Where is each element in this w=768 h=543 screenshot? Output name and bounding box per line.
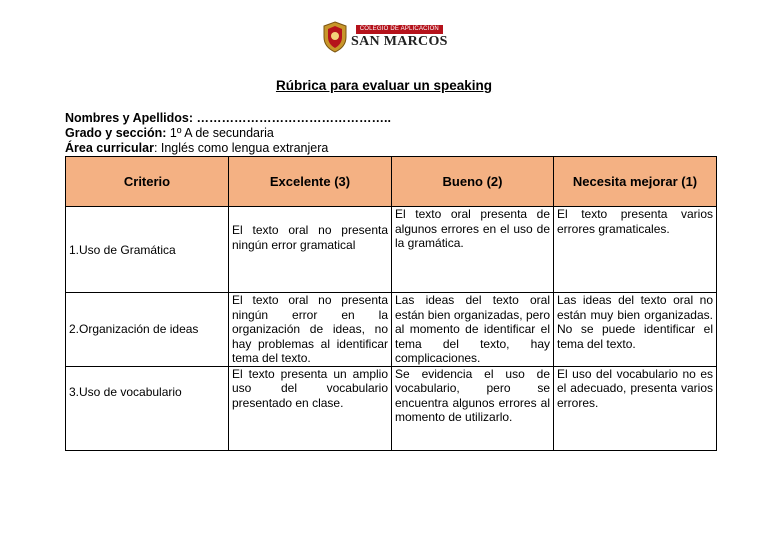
name-value: ……………………………………….. [196,111,391,125]
good-cell: El texto oral presenta de algunos errores en el uso de la gramática. [392,207,554,293]
student-info [65,111,391,156]
improve-cell: El texto presenta varios errores gramaticales. [554,207,717,293]
good-cell: Las ideas del texto oral están bien organizadas, pero al momento de identificar el tema del texto, hay complicaciones. [392,293,554,367]
table-header-row [66,157,717,207]
good-cell: Se evidencia el uso de vocabulario, pero se encuentra algunos errores al momento de utilizarlo. [392,366,554,450]
improve-cell: El uso del vocabulario no es el adecuado, presenta varios errores. [554,366,717,450]
criterion-cell: 3.Uso de vocabulario [66,366,229,450]
grade-value: 1º A de secundaria [169,126,274,140]
grade-label: Grado y sección: [65,126,167,140]
header-excelente: Excelente (3) [229,157,392,207]
school-logo [322,20,448,54]
excellent-cell: El texto oral no presenta ningún error en la organización de ideas, no hay problemas al identificar tema del texto. [229,293,392,367]
logo-subtitle: COLEGIO DE APLICACIÓN [356,25,443,34]
area-label: Área curricular [65,141,154,155]
table-row [66,366,717,450]
document-title: Rúbrica para evaluar un speaking [275,78,493,93]
excellent-cell: El texto oral no presenta ningún error gramatical [229,207,392,293]
grade-row [65,126,391,141]
rubric-table [65,156,717,451]
criterion-cell: 1.Uso de Gramática [66,207,229,293]
table-row [66,207,717,293]
area-value: : Inglés como lengua extranjera [153,141,329,155]
area-row [65,141,391,156]
criterion-cell: 2.Organización de ideas [66,293,229,367]
header-criterio: Criterio [66,157,229,207]
name-row [65,111,391,126]
improve-cell: Las ideas del texto oral no están muy bien organizadas. No se puede identificar el tema del texto. [554,293,717,367]
header-necesita-mejorar: Necesita mejorar (1) [554,157,717,207]
name-label: Nombres y Apellidos: [65,111,194,125]
school-seal-icon [322,21,348,53]
logo-name: SAN MARCOS [351,33,448,49]
excellent-cell: El texto presenta un amplio uso del vocabulario presentado en clase. [229,366,392,450]
table-row [66,293,717,367]
header-bueno: Bueno (2) [392,157,554,207]
